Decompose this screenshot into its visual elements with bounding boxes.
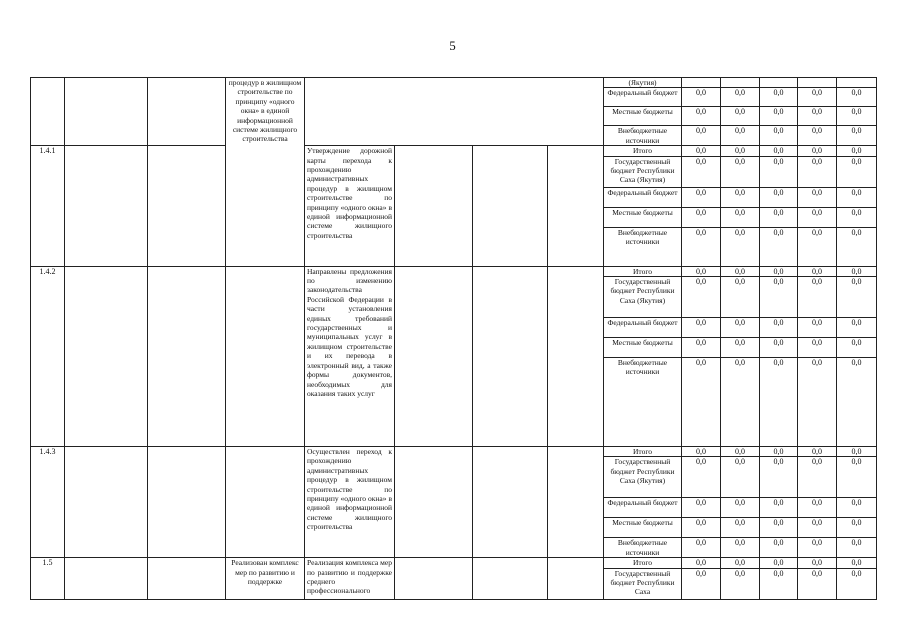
source-cell: Итого: [604, 447, 682, 457]
event-cell: Реализация комплекса мер по развитию и поддержке среднего профессионального: [305, 558, 395, 599]
value-cell: 0,0: [682, 498, 721, 518]
value-cell: 0,0: [798, 156, 837, 187]
value-cell: 0,0: [721, 207, 760, 227]
value-cell: 0,0: [721, 318, 760, 338]
value-cell: 0,0: [760, 266, 798, 276]
empty-cell: [226, 266, 305, 446]
value-cell: 0,0: [798, 518, 837, 538]
value-cell: [721, 78, 760, 88]
value-cell: 0,0: [721, 187, 760, 207]
value-cell: 0,0: [837, 558, 877, 568]
value-cell: 0,0: [721, 457, 760, 498]
value-cell: 0,0: [721, 107, 760, 126]
empty-cell: [395, 266, 473, 446]
value-cell: 0,0: [760, 358, 798, 447]
value-cell: 0,0: [837, 156, 877, 187]
value-cell: 0,0: [798, 107, 837, 126]
empty-cell: [148, 558, 226, 599]
empty-cell: [395, 447, 473, 558]
value-cell: 0,0: [721, 518, 760, 538]
value-cell: 0,0: [682, 558, 721, 568]
source-cell: Государственный бюджет Республики Саха (Якутия): [604, 277, 682, 318]
value-cell: 0,0: [760, 558, 798, 568]
empty-cell: [473, 146, 548, 266]
value-cell: 0,0: [760, 457, 798, 498]
source-cell: Внебюджетные источники: [604, 227, 682, 266]
table-row: [31, 558, 877, 568]
value-cell: 0,0: [798, 358, 837, 447]
value-cell: 0,0: [682, 156, 721, 187]
source-cell: Местные бюджеты: [604, 207, 682, 227]
value-cell: 0,0: [798, 187, 837, 207]
value-cell: 0,0: [721, 358, 760, 447]
value-cell: 0,0: [760, 187, 798, 207]
source-cell: Местные бюджеты: [604, 518, 682, 538]
value-cell: 0,0: [837, 518, 877, 538]
value-cell: 0,0: [837, 187, 877, 207]
empty-cell: [548, 146, 604, 266]
value-cell: [798, 78, 837, 88]
value-cell: 0,0: [798, 558, 837, 568]
value-cell: 0,0: [721, 447, 760, 457]
source-cell: Федеральный бюджет: [604, 318, 682, 338]
value-cell: 0,0: [721, 538, 760, 558]
event-cell: Осуществлен переход к прохождению административных процедур в жилищном строительстве по принципу «одного окна» в единой информационной системе жилищного строительства: [305, 447, 395, 558]
empty-cell: [473, 558, 548, 599]
page-number: 5: [449, 38, 456, 53]
source-cell: Внебюджетные источники: [604, 538, 682, 558]
empty-cell: [226, 447, 305, 558]
empty-cell: [548, 266, 604, 446]
value-cell: 0,0: [798, 568, 837, 599]
section-code: 1.5: [31, 558, 65, 599]
value-cell: 0,0: [798, 227, 837, 266]
source-cell: Итого: [604, 146, 682, 156]
value-cell: 0,0: [721, 156, 760, 187]
activity-cell: Реализован комплекс мер по развитию и поддержке: [226, 558, 305, 599]
table-row: [31, 146, 877, 156]
value-cell: 0,0: [682, 538, 721, 558]
empty-cell: [148, 146, 226, 266]
value-cell: 0,0: [682, 207, 721, 227]
source-cell: Государственный бюджет Республики Саха (Якутия): [604, 156, 682, 187]
empty-cell: [65, 266, 148, 446]
value-cell: 0,0: [798, 447, 837, 457]
value-cell: 0,0: [837, 107, 877, 126]
source-cell: Местные бюджеты: [604, 107, 682, 126]
value-cell: 0,0: [682, 88, 721, 107]
source-cell: Федеральный бюджет: [604, 88, 682, 107]
event-cell: Утверждение дорожной карты перехода к прохождению административных процедур в жилищном строительстве по принципу «одного окна» в единой информационной системе жилищного строительства: [305, 146, 395, 266]
value-cell: 0,0: [837, 88, 877, 107]
empty-cell: [473, 266, 548, 446]
empty-cell: [148, 266, 226, 446]
value-cell: 0,0: [837, 358, 877, 447]
value-cell: 0,0: [721, 126, 760, 146]
value-cell: 0,0: [760, 318, 798, 338]
section-code: 1.4.3: [31, 447, 65, 558]
code-cell-empty: [31, 78, 65, 146]
value-cell: 0,0: [760, 498, 798, 518]
source-cell: Внебюджетные источники: [604, 126, 682, 146]
section-code: 1.4.2: [31, 266, 65, 446]
value-cell: [837, 78, 877, 88]
empty-cell: [65, 78, 148, 146]
value-cell: 0,0: [760, 538, 798, 558]
empty-cell: [65, 558, 148, 599]
source-cell: Итого: [604, 558, 682, 568]
empty-cell: [305, 78, 604, 146]
value-cell: 0,0: [682, 187, 721, 207]
empty-cell: [548, 558, 604, 599]
value-cell: 0,0: [798, 457, 837, 498]
value-cell: 0,0: [721, 558, 760, 568]
value-cell: 0,0: [837, 338, 877, 358]
source-cell: Внебюджетные источники: [604, 358, 682, 447]
value-cell: 0,0: [798, 146, 837, 156]
value-cell: 0,0: [798, 338, 837, 358]
value-cell: 0,0: [682, 568, 721, 599]
budget-table: [30, 77, 877, 600]
value-cell: 0,0: [837, 498, 877, 518]
value-cell: 0,0: [760, 207, 798, 227]
value-cell: 0,0: [721, 266, 760, 276]
value-cell: 0,0: [760, 107, 798, 126]
empty-cell: [395, 558, 473, 599]
value-cell: 0,0: [682, 518, 721, 538]
value-cell: 0,0: [682, 277, 721, 318]
value-cell: 0,0: [798, 318, 837, 338]
value-cell: 0,0: [837, 207, 877, 227]
table-row: [31, 78, 877, 88]
value-cell: 0,0: [760, 126, 798, 146]
empty-cell: [148, 447, 226, 558]
value-cell: 0,0: [798, 277, 837, 318]
empty-cell: [65, 447, 148, 558]
value-cell: 0,0: [682, 338, 721, 358]
value-cell: 0,0: [837, 538, 877, 558]
empty-cell: [473, 447, 548, 558]
value-cell: 0,0: [721, 338, 760, 358]
value-cell: 0,0: [798, 207, 837, 227]
value-cell: 0,0: [721, 498, 760, 518]
value-cell: 0,0: [682, 358, 721, 447]
empty-cell: [148, 78, 226, 146]
value-cell: 0,0: [760, 227, 798, 266]
value-cell: 0,0: [837, 227, 877, 266]
value-cell: 0,0: [721, 146, 760, 156]
value-cell: 0,0: [721, 568, 760, 599]
source-cell: (Якутия): [604, 78, 682, 88]
table-row: [31, 447, 877, 457]
empty-cell: [395, 146, 473, 266]
value-cell: 0,0: [798, 126, 837, 146]
value-cell: 0,0: [837, 126, 877, 146]
value-cell: 0,0: [760, 518, 798, 538]
value-cell: 0,0: [837, 146, 877, 156]
event-cell: Направлены предложения по изменению законодательства Российской Федерации в части установления единых требований государственных и муниципальных услуг в жилищном строительстве и их перевода в электронный вид, а также формы документов, необходимых для оказания таких услуг: [305, 266, 395, 446]
value-cell: 0,0: [798, 266, 837, 276]
value-cell: 0,0: [682, 146, 721, 156]
table-row: [31, 266, 877, 276]
value-cell: 0,0: [760, 88, 798, 107]
activity-cell: процедур в жилищном строительстве по принципу «одного окна» в единой информационной системе жилищного строительства: [226, 78, 305, 267]
source-cell: Местные бюджеты: [604, 338, 682, 358]
value-cell: 0,0: [760, 338, 798, 358]
value-cell: 0,0: [837, 568, 877, 599]
value-cell: 0,0: [682, 318, 721, 338]
value-cell: 0,0: [682, 447, 721, 457]
value-cell: 0,0: [798, 538, 837, 558]
value-cell: 0,0: [760, 447, 798, 457]
value-cell: 0,0: [837, 318, 877, 338]
source-cell: Федеральный бюджет: [604, 498, 682, 518]
value-cell: 0,0: [798, 88, 837, 107]
empty-cell: [65, 146, 148, 266]
value-cell: 0,0: [721, 227, 760, 266]
section-code: 1.4.1: [31, 146, 65, 266]
source-cell: Федеральный бюджет: [604, 187, 682, 207]
source-cell: Государственный бюджет Республики Саха (Якутия): [604, 457, 682, 498]
value-cell: 0,0: [682, 126, 721, 146]
empty-cell: [548, 447, 604, 558]
value-cell: 0,0: [837, 266, 877, 276]
value-cell: [682, 78, 721, 88]
value-cell: 0,0: [760, 568, 798, 599]
value-cell: 0,0: [682, 266, 721, 276]
value-cell: 0,0: [760, 146, 798, 156]
value-cell: 0,0: [682, 457, 721, 498]
value-cell: 0,0: [760, 156, 798, 187]
value-cell: [760, 78, 798, 88]
value-cell: 0,0: [760, 277, 798, 318]
value-cell: 0,0: [837, 447, 877, 457]
value-cell: 0,0: [721, 277, 760, 318]
source-cell: Государственный бюджет Республики Саха: [604, 568, 682, 599]
value-cell: 0,0: [837, 457, 877, 498]
value-cell: 0,0: [798, 498, 837, 518]
value-cell: 0,0: [682, 227, 721, 266]
source-cell: Итого: [604, 266, 682, 276]
value-cell: 0,0: [837, 277, 877, 318]
value-cell: 0,0: [721, 88, 760, 107]
value-cell: 0,0: [682, 107, 721, 126]
